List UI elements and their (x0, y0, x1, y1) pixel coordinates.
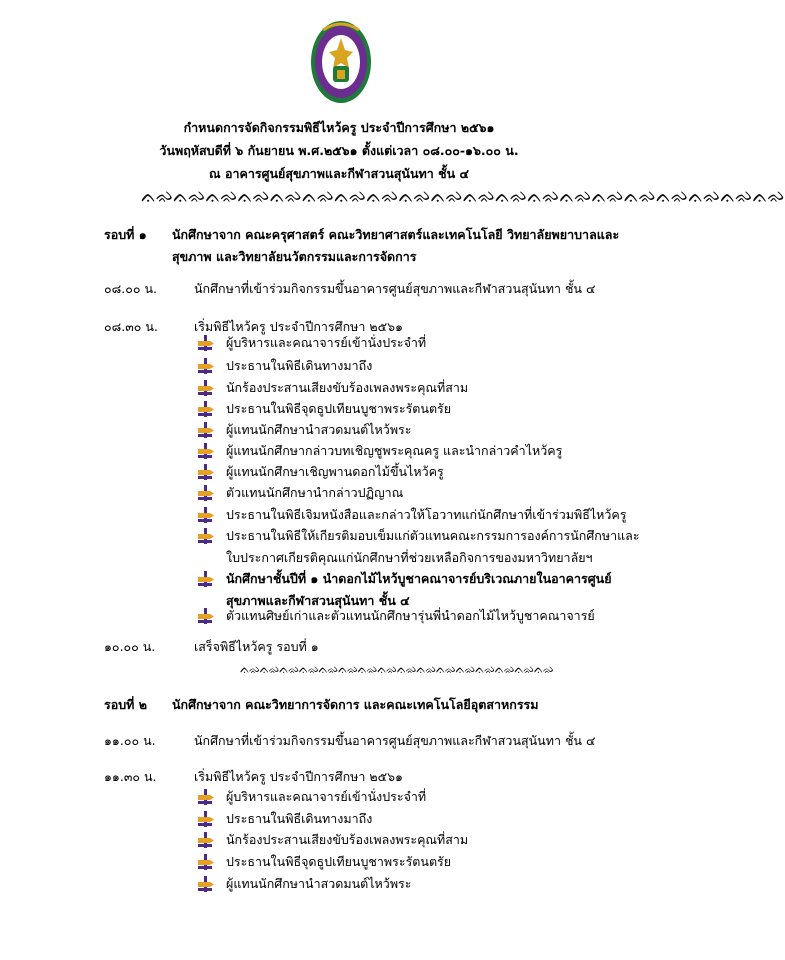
time-label: ๑๑.๐๐ น. (104, 733, 156, 748)
round-participants: นักศึกษาจาก คณะครุศาสตร์ คณะวิทยาศาสตร์และเทคโนโลยี วิทยาลัยพยาบาลและสุขภาพ และวิทยาลัยนวัตกรรมและการจัดการ (172, 227, 620, 264)
list-item-text: นักศึกษาชั้นปีที่ ๑ นำดอกไม้ไหว้บูชาคณาจารย์บริเวณภายในอาคารศูนย์สุขภาพและกีฬาสวนสุนันทา ชั้น ๔ (226, 571, 612, 608)
round-1-heading (104, 224, 620, 264)
arrow-bullet-icon (198, 832, 214, 848)
activity-text: นักศึกษาที่เข้าร่วมกิจกรรมขึ้นอาคารศูนย์สุขภาพและกีฬาสวนสุนันทา ชั้น ๔ (194, 733, 596, 748)
arrow-bullet-icon (198, 854, 214, 870)
university-seal-icon (309, 20, 373, 120)
arrow-bullet-icon (198, 789, 214, 805)
activity-text: เสร็จพิธีไหว้ครู รอบที่ ๑ (194, 639, 319, 654)
list-item-text: นักร้องประสานเสียงขับร้องเพลงพระคุณที่สาม (226, 380, 469, 395)
arrow-bullet-icon (198, 443, 214, 459)
arrow-bullet-icon (198, 422, 214, 438)
arrow-bullet-icon (198, 507, 214, 523)
round-2-heading (104, 694, 539, 716)
activity-text: เริ่มพิธีไหว้ครู ประจำปีการศึกษา ๒๕๖๑ (194, 319, 403, 334)
activity-text: เริ่มพิธีไหว้ครู ประจำปีการศึกษา ๒๕๖๑ (194, 769, 403, 784)
ornamental-divider: ᨊᨋᨊᨋᨊᨋᨊᨋᨊᨋᨊᨋᨊᨋᨊᨋᨊᨋᨊᨋᨊᨋᨊᨋᨊᨋᨊᨋᨊᨋᨊᨋᨊᨋᨊᨋᨊᨋᨊᨋ (141, 185, 785, 207)
arrow-bullet-icon (198, 608, 214, 624)
time-label: ๐๘.๓๐ น. (104, 319, 158, 334)
list-item-text: ประธานในพิธีให้เกียรติมอบเข็มแก่ตัวแทนคณะกรรมการองค์การนักศึกษาและใบประกาศเกียรติคุณแก่นักศึกษาที่ช่วยเหลือกิจการของมหาวิทยาลัยฯ (226, 528, 640, 565)
list-item-text: ประธานในพิธีจุดธูปเทียนบูชาพระรัตนตรัย (226, 401, 452, 416)
round-label: รอบที่ ๑ (104, 227, 147, 242)
schedule-venue: ณ อาคารศูนย์สุขภาพและกีฬาสวนสุนันทา ชั้น ๔ (209, 166, 469, 181)
ornamental-divider: ᨊᨋᨊᨋᨊᨋᨊᨋᨊᨋᨊᨋᨊᨋᨊᨋᨊᨋᨊᨋᨊᨋᨊᨋᨊᨋᨊᨋᨊᨋᨊᨋ (240, 662, 554, 676)
list-item-text: ประธานในพิธีเดินทางมาถึง (226, 811, 373, 826)
arrow-bullet-icon (198, 335, 214, 351)
round-participants: นักศึกษาจาก คณะวิทยาการจัดการ และคณะเทคโนโลยีอุตสาหกรรม (172, 697, 539, 712)
list-item-text: ตัวแทนนักศึกษานำกล่าวปฏิญาณ (226, 485, 404, 500)
schedule-date: วันพฤหัสบดีที่ ๖ กันยายน พ.ศ.๒๕๖๑ ตั้งแต่เวลา ๐๘.๐๐-๑๖.๐๐ น. (159, 143, 519, 158)
arrow-bullet-icon (198, 358, 214, 374)
list-item-text: ผู้แทนนักศึกษาเชิญพานดอกไม้ขึ้นไหว้ครู (226, 464, 444, 479)
activity-text: นักศึกษาที่เข้าร่วมกิจกรรมขึ้นอาคารศูนย์สุขภาพและกีฬาสวนสุนันทา ชั้น ๔ (194, 281, 596, 296)
time-label: ๑๐.๐๐ น. (104, 639, 156, 654)
arrow-bullet-icon (198, 571, 214, 587)
arrow-bullet-icon (198, 876, 214, 892)
list-item-text: ผู้แทนนักศึกษากล่าวบทเชิญชูพระคุณครู และนำกล่าวคำไหว้ครู (226, 443, 563, 458)
list-item-text: ผู้บริหารและคณาจารย์เข้านั่งประจำที่ (226, 335, 427, 350)
time-label: ๑๑.๓๐ น. (104, 769, 157, 784)
list-item-text: ตัวแทนศิษย์เก่าและตัวแทนนักศึกษารุ่นพี่นำดอกไม้ไหว้บูชาคณาจารย์ (226, 608, 595, 623)
round-label: รอบที่ ๒ (104, 697, 147, 712)
list-item-text: ผู้แทนนักศึกษานำสวดมนต์ไหว้พระ (226, 876, 412, 891)
arrow-bullet-icon (198, 811, 214, 827)
schedule-title: กำหนดการจัดกิจกรรมพิธีไหว้ครู ประจำปีการศึกษา ๒๕๖๑ (183, 120, 495, 135)
arrow-bullet-icon (198, 380, 214, 396)
time-label: ๐๘.๐๐ น. (104, 281, 157, 296)
list-item-text: ประธานในพิธีเดินทางมาถึง (226, 358, 373, 373)
university-logo (309, 20, 373, 120)
list-item-text: ผู้แทนนักศึกษานำสวดมนต์ไหว้พระ (226, 422, 412, 437)
list-item-text: ผู้บริหารและคณาจารย์เข้านั่งประจำที่ (226, 789, 427, 804)
arrow-bullet-icon (198, 401, 214, 417)
arrow-bullet-icon (198, 528, 214, 544)
list-item-text: ประธานในพิธีจุดธูปเทียนบูชาพระรัตนตรัย (226, 854, 452, 869)
arrow-bullet-icon (198, 485, 214, 501)
arrow-bullet-icon (198, 464, 214, 480)
list-item-text: นักร้องประสานเสียงขับร้องเพลงพระคุณที่สาม (226, 832, 469, 847)
list-item-text: ประธานในพิธีเจิมหนังสือและกล่าวให้โอวาทแก่นักศึกษาที่เข้าร่วมพิธีไหว้ครู (226, 507, 627, 522)
